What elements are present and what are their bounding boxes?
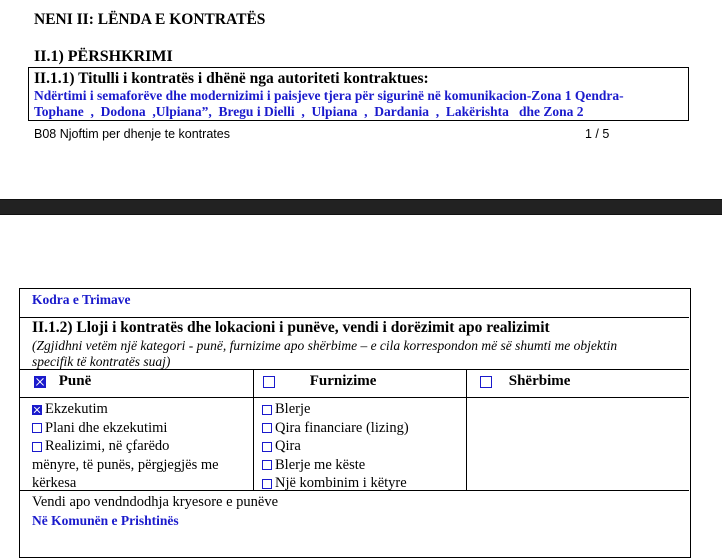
page-divider (0, 199, 722, 215)
category-label: Shërbime (508, 373, 571, 389)
location-value: Në Komunën e Prishtinës (32, 513, 179, 528)
section-heading: II.1) PËRSHKRIMI (34, 48, 173, 65)
supplies-option-combination[interactable]: Një kombinim i këtyre (262, 474, 409, 493)
checkbox-icon[interactable] (262, 423, 272, 433)
category-label: Punë (58, 373, 92, 389)
checkbox-icon[interactable] (262, 405, 272, 415)
category-supplies[interactable] (263, 373, 376, 390)
checkbox-icon[interactable] (263, 376, 275, 388)
instruction-line1: (Zgjidhni vetëm një kategori - punë, furnizime apo shërbime – e cila korrespondon më së shumti me objektin (32, 338, 618, 353)
contract-type-label: II.1.2) Lloji i kontratës dhe lokacioni i punëve, vendi i dorëzimit apo realizimit (32, 319, 550, 336)
works-options (32, 400, 219, 493)
checkbox-checked-icon[interactable] (32, 405, 42, 415)
contract-title-label: II.1.1) Titulli i kontratës i dhënë nga autoriteti kontraktues: (34, 70, 429, 87)
continuation-text: Kodra e Trimave (32, 292, 131, 307)
checkbox-checked-icon[interactable] (34, 376, 46, 388)
contract-title-line2: Tophane , Dodona ,Ulpiana”, Bregu i Dielli , Ulpiana , Dardania , Lakërishta dhe Zona 2 (34, 104, 584, 119)
column-divider (466, 369, 467, 490)
divider-line (20, 397, 689, 398)
supplies-options (262, 400, 409, 493)
checkbox-icon[interactable] (32, 423, 42, 433)
supplies-option-installments[interactable]: Blerje me këste (262, 456, 409, 475)
instruction-line2: specifik të kontratës suaj) (32, 354, 171, 369)
location-label: Vendi apo vendndodhja kryesore e punëve (32, 494, 279, 510)
article-heading: NENI II: LËNDA E KONTRATËS (34, 11, 266, 28)
works-option-plan-execution[interactable]: Plani dhe ekzekutimi (32, 419, 219, 438)
form-name: B08 Njoftim per dhenje te kontrates (34, 127, 230, 141)
column-divider (253, 369, 254, 490)
contract-title-box (28, 67, 689, 121)
category-services[interactable] (480, 373, 570, 390)
checkbox-icon[interactable] (262, 442, 272, 452)
page-number: 1 / 5 (585, 127, 610, 141)
works-option-realization[interactable]: Realizimi, në çfarëdo (32, 437, 219, 456)
checkbox-icon[interactable] (262, 460, 272, 470)
divider-line (20, 369, 689, 370)
contract-type-box (19, 288, 691, 558)
works-option-execution[interactable]: Ekzekutim (32, 400, 219, 419)
continuation-row (20, 289, 689, 318)
checkbox-icon[interactable] (32, 442, 42, 452)
works-option-realization-cont: kërkesa (32, 475, 77, 491)
category-label: Furnizime (309, 373, 377, 389)
supplies-option-leasing[interactable]: Qira financiare (lizing) (262, 419, 409, 438)
checkbox-icon[interactable] (262, 479, 272, 489)
supplies-option-rent[interactable]: Qira (262, 437, 409, 456)
category-works[interactable] (34, 373, 91, 390)
supplies-option-purchase[interactable]: Blerje (262, 400, 409, 419)
contract-title-line1: Ndërtimi i semaforëve dhe modernizimi i paisjeve tjera për sigurinë në komunikacion-Zona 1 Qendra- (34, 88, 624, 103)
works-option-realization-cont: mënyre, të punës, përgjegjës me (32, 456, 219, 473)
checkbox-icon[interactable] (480, 376, 492, 388)
